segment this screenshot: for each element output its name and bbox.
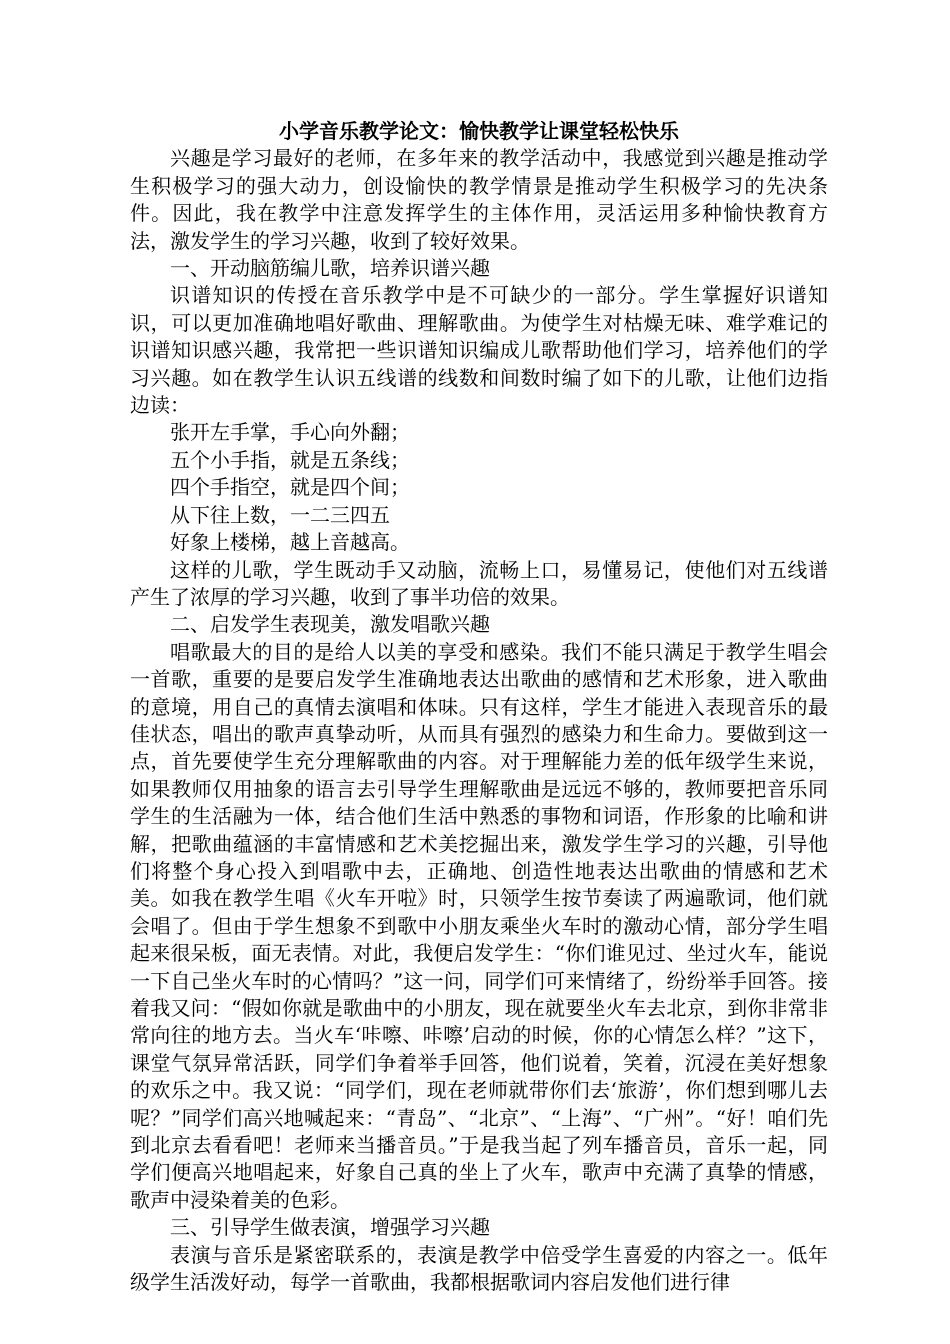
section-heading-2: 二、启发学生表现美，激发唱歌兴趣: [170, 612, 490, 637]
section-3-paragraph: 表演与音乐是紧密联系的，表演是教学中倍受学生喜爱的内容之一。低年级学生活泼好动，每学一首歌曲，我都根据歌词内容启发他们进行律: [130, 1242, 828, 1295]
section-2-paragraph: 唱歌最大的目的是给人以美的享受和感染。我们不能只满足于教学生唱会一首歌，重要的是要启发学生准确地表达出歌曲的感情和艺术形象，进入歌曲的意境，用自己的真情去演唱和体味。只有这样，学生才能进入表现音乐的最佳状态，唱出的歌声真挚动听，从而具有强烈的感染力和生命力。要做到这一点，首先要使学生充分理解歌曲的内容。对于理解能力差的低年级学生来说，如果教师仅用抽象的语言去引导学生理解歌曲是远远不够的，教师要把音乐同学生的生活融为一体，结合他们生活中熟悉的事物和词语，作形象的比喻和讲解，把歌曲蕴涵的丰富情感和艺术美挖掘出来，激发学生学习的兴趣，引导他们将整个身心投入到唱歌中去，正确地、创造性地表达出歌曲的情感和艺术美。如我在教学生唱《火车开啦》时，只领学生按节奏读了两遍歌词，他们就会唱了。但由于学生想象不到歌中小朋友乘坐火车时的激动心情，部分学生唱起来很呆板，面无表情。对此，我便启发学生：“你们谁见过、坐过火车，能说一下自己坐火车时的心情吗？”这一问，同学们可来情绪了，纷纷举手回答。接着我又问：“假如你就是歌曲中的小朋友，现在就要坐火车去北京，到你非常非常向往的地方去。当火车‘咔嚓、咔嚓’启动的时候，你的心情怎么样？”这下，课堂气氛异常活跃，同学们争着举手回答，他们说着，笑着，沉浸在美好想象的欢乐之中。我又说：“同学们，现在老师就带你们去‘旅游’，你们想到哪儿去呢？”同学们高兴地喊起来：“青岛”、“北京”、“上海”、“广州”。“好！咱们先到北京去看看吧！老师来当播音员。”于是我当起了列车播音员，音乐一起，同学们便高兴地唱起来，好象自己真的坐上了火车，歌声中充满了真挚的情感，歌声中浸染着美的色彩。: [130, 639, 828, 1212]
poem-line-1: 张开左手掌，手心向外翻；: [170, 420, 410, 445]
document-title: 小学音乐教学论文：愉快教学让课堂轻松快乐: [279, 119, 679, 143]
section-1-paragraph: 识谱知识的传授在音乐教学中是不可缺少的一部分。学生掌握好识谱知识，可以更加准确地唱好歌曲、理解歌曲。为使学生对枯燥无味、难学难记的识谱知识感兴趣，我常把一些识谱知识编成儿歌帮助他们学习，培养他们的学习兴趣。如在教学生认识五线谱的线数和间数时编了如下的儿歌，让他们边指边读：: [130, 283, 828, 418]
section-heading-3: 三、引导学生做表演，增强学习兴趣: [170, 1215, 490, 1240]
intro-paragraph: 兴趣是学习最好的老师，在多年来的教学活动中，我感觉到兴趣是推动学生积极学习的强大动力，创设愉快的教学情景是推动学生积极学习的先决条件。因此，我在教学中注意发挥学生的主体作用，灵活运用多种愉快教育方法，激发学生的学习兴趣，收到了较好效果。: [130, 146, 828, 253]
document-page: [130, 118, 828, 1296]
section-heading-1: 一、开动脑筋编儿歌，培养识谱兴趣: [170, 256, 490, 281]
section-1-conclusion: 这样的儿歌，学生既动手又动脑，流畅上口，易懂易记，使他们对五线谱产生了浓厚的学习兴趣，收到了事半功倍的效果。: [130, 557, 828, 609]
poem-line-3: 四个手指空，就是四个间；: [170, 475, 410, 500]
poem-line-2: 五个小手指，就是五条线；: [170, 447, 410, 472]
poem-line-5: 好象上楼梯，越上音越高。: [170, 530, 410, 555]
poem-line-4: 从下往上数，一二三四五: [170, 502, 390, 527]
